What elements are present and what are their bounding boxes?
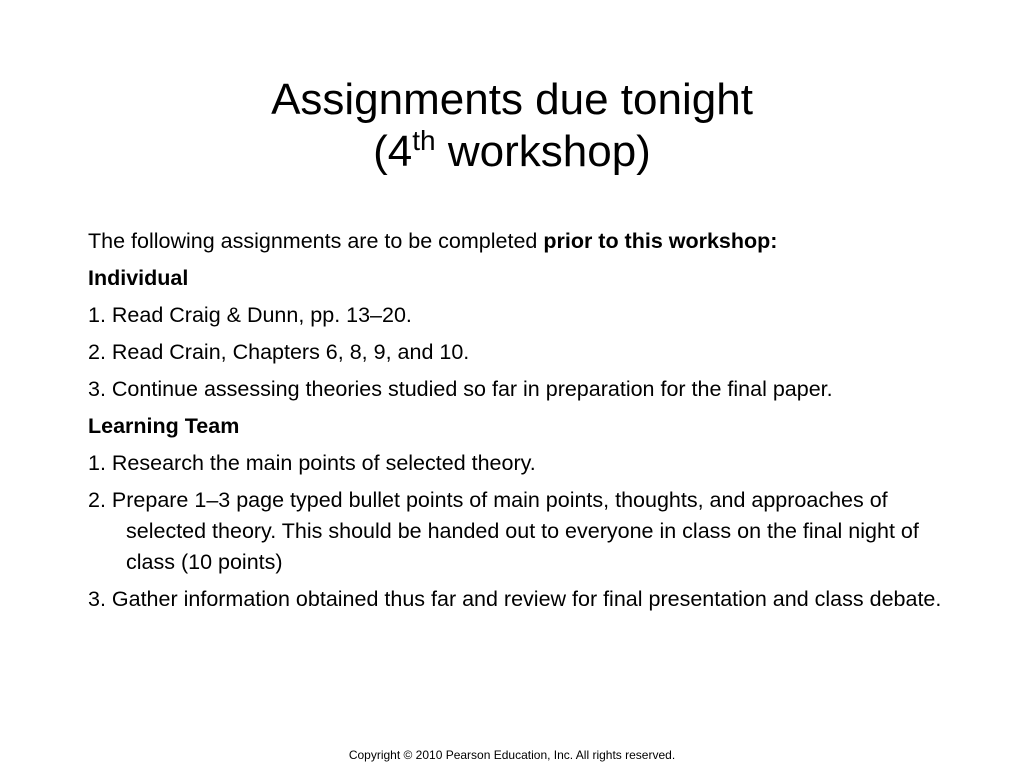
copyright-footer: Copyright © 2010 Pearson Education, Inc. All rights reserved. — [348, 748, 676, 762]
title-superscript: th — [412, 125, 436, 156]
title-line-2 — [0, 126, 1024, 183]
learning-team-item-1: 1. Research the main points of selected theory. — [88, 451, 536, 475]
individual-item-2: 2. Read Crain, Chapters 6, 8, 9, and 10. — [88, 340, 470, 364]
learning-team-item-2: 2. Prepare 1–3 page typed bullet points of main points, thoughts, and approaches of selected theory. This should be handed out to everyone in class on the final night of class (10 points) — [88, 488, 919, 574]
learning-team-item-3: 3. Gather information obtained thus far and review for final presentation and class debate. — [88, 587, 942, 611]
intro-emphasis: prior to this workshop: — [543, 229, 778, 253]
slide-title — [0, 74, 1024, 183]
title-line-1: Assignments due tonight — [271, 75, 753, 124]
individual-item-1: 1. Read Craig & Dunn, pp. 13–20. — [88, 303, 412, 327]
slide-body — [88, 226, 948, 621]
title-line-2-suffix: workshop) — [435, 127, 651, 176]
intro-text: The following assignments are to be completed — [88, 229, 544, 253]
title-line-2-prefix: (4 — [373, 127, 413, 176]
learning-team-heading: Learning Team — [88, 414, 240, 438]
individual-heading: Individual — [88, 266, 189, 290]
individual-item-3: 3. Continue assessing theories studied so far in preparation for the final paper. — [88, 377, 833, 401]
intro-paragraph — [88, 226, 948, 257]
